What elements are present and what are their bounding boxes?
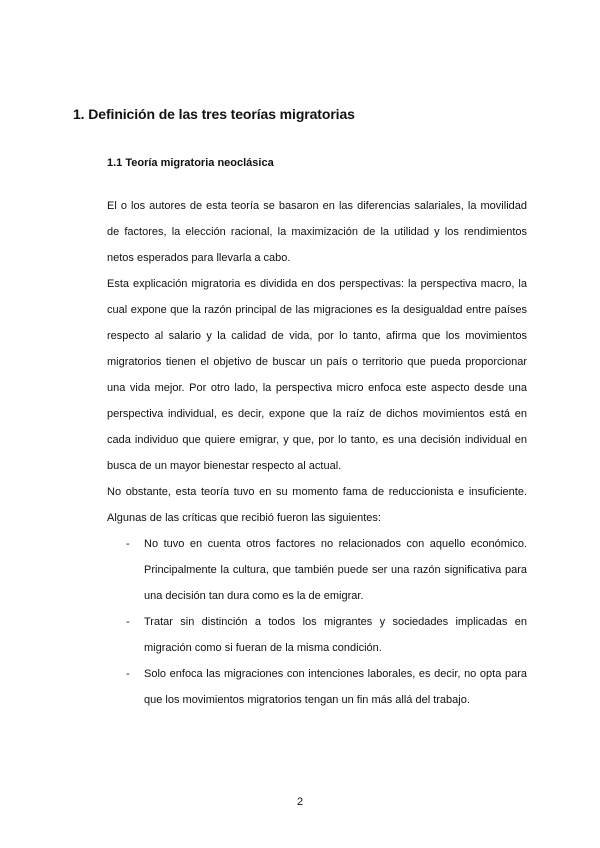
section-heading: 1. Definición de las tres teorías migratorias	[73, 106, 355, 122]
list-item	[107, 661, 527, 713]
subsection-heading: 1.1 Teoría migratoria neoclásica	[107, 157, 274, 169]
dash-bullet: -	[126, 616, 130, 628]
page-number: 2	[296, 796, 304, 808]
paragraph-critiques-intro: No obstante, esta teoría tuvo en su momento fama de reduccionista e insuficiente. Algunas de las críticas que recibió fueron las siguientes:	[107, 486, 527, 524]
list-item	[107, 609, 527, 661]
critique-text: Solo enfoca las migraciones con intenciones laborales, es decir, no opta para que los movimientos migratorios tengan un fin más allá del trabajo.	[144, 668, 527, 706]
list-item	[107, 531, 527, 609]
critiques-list	[107, 531, 527, 713]
critique-text: Tratar sin distinción a todos los migrantes y sociedades implicadas en migración como si fueran de la misma condición.	[144, 616, 527, 654]
dash-bullet: -	[126, 538, 130, 550]
critique-text: No tuvo en cuenta otros factores no relacionados con aquello económico. Principalmente la cultura, que también puede ser una razón significativa para una decisión tan dura como es la de emigrar.	[144, 538, 527, 602]
paragraph-perspectives: Esta explicación migratoria es dividida en dos perspectivas: la perspectiva macro, la cual expone que la razón principal de las migraciones es la desigualdad entre países respecto al salario y la calidad de vida, por lo tanto, afirma que los movimientos migratorios tienen el objetivo de buscar un país o territorio que pueda proporcionar una vida mejor. Por otro lado, la perspectiva micro enfoca este aspecto desde una perspectiva individual, es decir, expone que la raíz de dichos movimientos está en cada individuo que quiere emigrar, y que, por lo tanto, es una decisión individual en busca de un mayor bienestar respecto al actual.	[107, 278, 527, 472]
paragraph-authors: El o los autores de esta teoría se basaron en las diferencias salariales, la movilidad de factores, la elección racional, la maximización de la utilidad y los rendimientos netos esperados para llevarla a cabo.	[107, 200, 527, 264]
dash-bullet: -	[126, 668, 130, 680]
body-text	[107, 193, 527, 713]
